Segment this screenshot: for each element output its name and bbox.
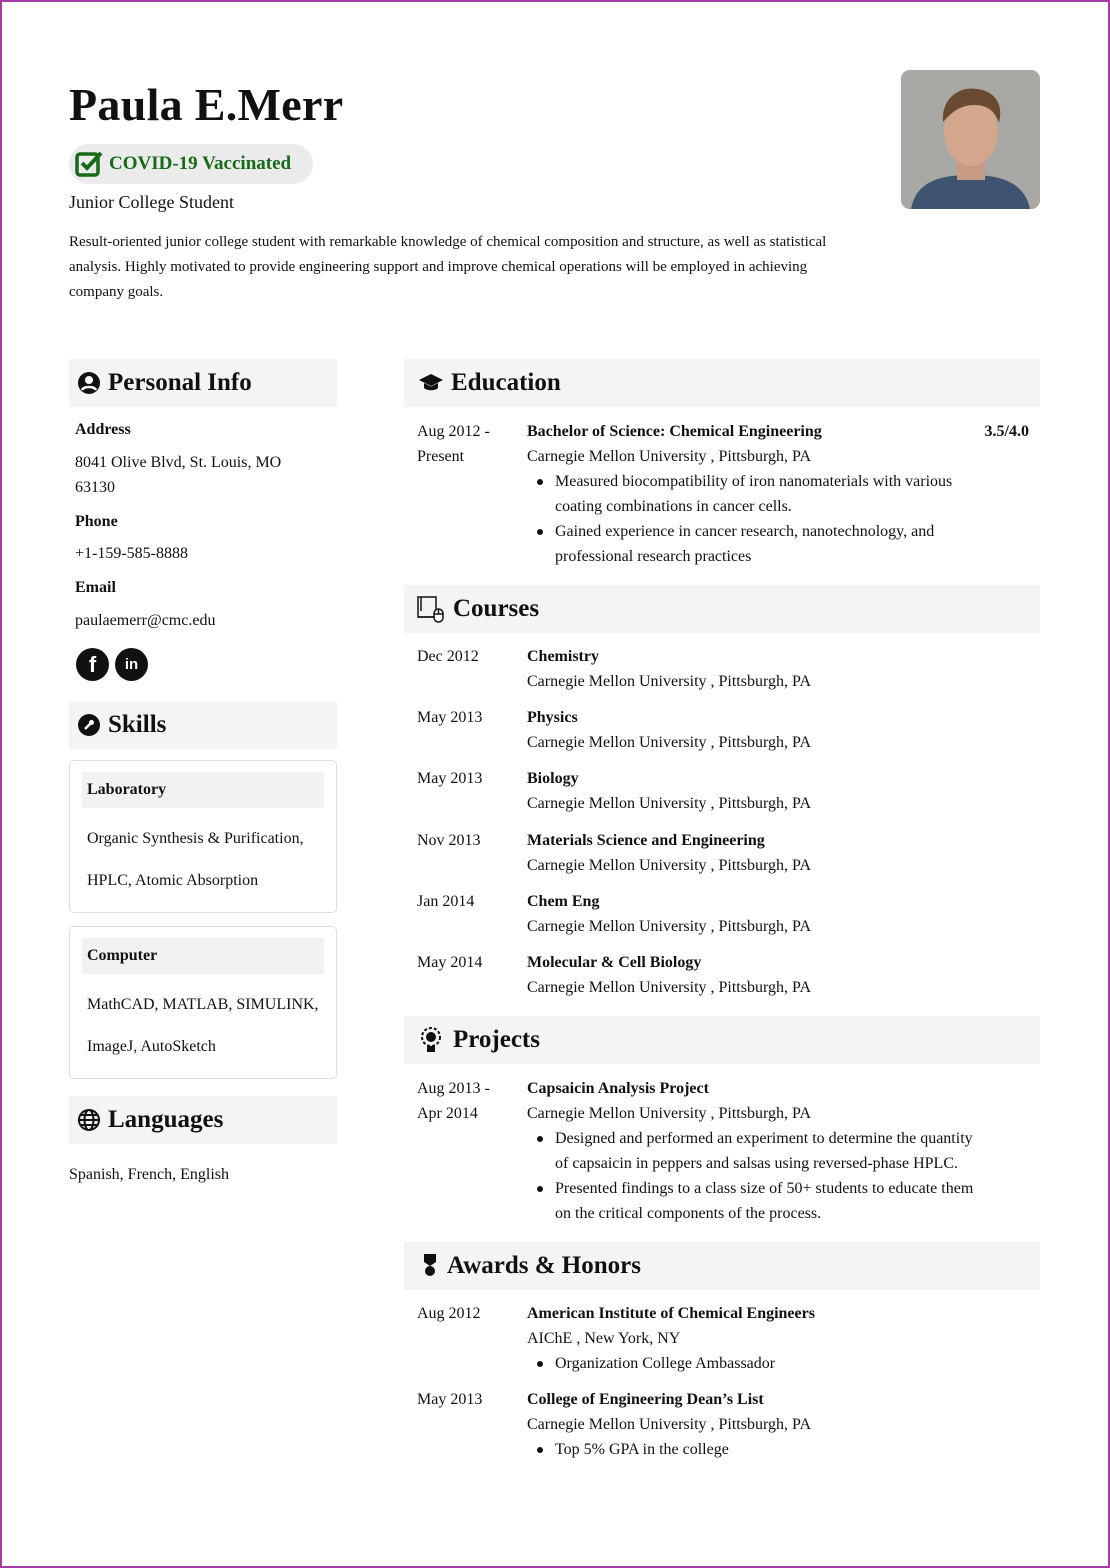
email-value[interactable]: paulaemerr@cmc.edu [75, 612, 216, 629]
education-header [404, 359, 1040, 407]
summary: Result-oriented junior college student with remarkable knowledge of chemical composition and structure, as well as statistical analysis. Highly motivated to provide engineering support and improve chemical operations will be employed in achieving company goals. [69, 234, 827, 300]
wrench-icon [77, 713, 101, 737]
address-value: 8041 Olive Blvd, St. Louis, MO 63130 [75, 454, 282, 496]
bullet-item: Measured biocompatibility of iron nanomaterials with various coating combinations in cancer cells. [535, 469, 985, 519]
section-title: Projects [453, 1026, 540, 1053]
entry-title: Molecular & Cell Biology [527, 954, 702, 971]
facebook-icon[interactable]: f [76, 648, 109, 681]
entry-date: Nov 2013 [417, 831, 481, 849]
entry-title: Bachelor of Science: Chemical Engineering [527, 423, 822, 440]
entry-date: Aug 2013 - Apr 2014 [417, 1080, 490, 1122]
phone-label: Phone [75, 513, 118, 530]
bullet-item: Top 5% GPA in the college [535, 1437, 985, 1462]
projects-header [404, 1016, 1040, 1064]
entry-date: May 2013 [417, 1391, 483, 1408]
entry-date: Aug 2012 [417, 1305, 481, 1322]
skill-group-value: Organic Synthesis & Purification, HPLC, Atomic Absorption [87, 830, 304, 889]
entry-org: Carnegie Mellon University , Pittsburgh, PA [527, 673, 811, 690]
entry-org: Carnegie Mellon University , Pittsburgh, PA [527, 795, 811, 813]
entry-date: Jan 2014 [417, 892, 475, 910]
vaccination-badge [69, 144, 313, 184]
section-title: Awards & Honors [447, 1252, 641, 1279]
entry-title: Physics [527, 709, 578, 727]
entry-title: Chem Eng [527, 892, 600, 910]
entry-title: College of Engineering Dean’s List [527, 1391, 764, 1408]
email-label: Email [75, 579, 116, 596]
personal-info-header [69, 359, 337, 407]
entry-org: AIChE , New York, NY [527, 1330, 681, 1347]
bullet-item: Gained experience in cancer research, nanotechnology, and professional research practices [535, 519, 985, 569]
section-title: Courses [453, 595, 540, 622]
candidate-name: Paula E.Merr [69, 79, 344, 130]
entry-date: Dec 2012 [417, 648, 479, 665]
entry-org: Carnegie Mellon University , Pittsburgh, PA [527, 734, 811, 752]
user-circle-icon [77, 371, 101, 395]
entry-org: Carnegie Mellon University , Pittsburgh, PA [527, 1105, 811, 1122]
linkedin-icon[interactable]: in [115, 648, 148, 681]
awards-header [404, 1242, 1040, 1290]
section-title: Skills [108, 711, 167, 738]
entry-date: May 2013 [417, 770, 483, 788]
bullet-item: Organization College Ambassador [535, 1351, 985, 1376]
entry-title: Biology [527, 770, 579, 788]
entry-org: Carnegie Mellon University , Pittsburgh, PA [527, 1416, 811, 1433]
entry-org: Carnegie Mellon University , Pittsburgh, PA [527, 448, 811, 465]
entry-date: May 2014 [417, 954, 483, 971]
entry-date: Aug 2012 - Present [417, 423, 490, 465]
job-title: Junior College Student [69, 192, 234, 212]
section-title: Languages [108, 1106, 224, 1133]
entry-title: American Institute of Chemical Engineers [527, 1305, 815, 1322]
profile-photo [901, 70, 1040, 209]
address-label: Address [75, 421, 131, 438]
skill-group [69, 926, 337, 1079]
entry-date: May 2013 [417, 709, 483, 727]
languages-value: Spanish, French, English [69, 1166, 229, 1183]
book-mouse-icon [416, 594, 446, 624]
checkbox-check-icon [75, 150, 103, 178]
bullet-item: Designed and performed an experiment to determine the quantity of capsaicin in peppers and salsas using reversed-phase HPLC. [535, 1126, 985, 1176]
entry-org: Carnegie Mellon University , Pittsburgh, PA [527, 856, 811, 874]
graduation-cap-icon [418, 371, 444, 395]
entry-title: Chemistry [527, 648, 599, 665]
entry-org: Carnegie Mellon University , Pittsburgh, PA [527, 917, 811, 935]
gpa: 3.5/4.0 [984, 423, 1029, 440]
badge-label: COVID-19 Vaccinated [109, 153, 292, 174]
section-title: Education [451, 369, 561, 396]
entry-org: Carnegie Mellon University , Pittsburgh, PA [527, 979, 811, 996]
skill-group-value: MathCAD, MATLAB, SIMULINK, ImageJ, AutoSketch [87, 996, 319, 1055]
phone-value: +1-159-585-8888 [75, 545, 189, 562]
languages-header [69, 1096, 337, 1144]
courses-header [404, 585, 1040, 633]
bullet-item: Presented findings to a class size of 50+ students to educate them on the critical components of the process. [535, 1176, 985, 1226]
award-ribbon-icon [420, 1253, 440, 1279]
skill-group-name: Computer [82, 938, 324, 974]
skill-group [69, 760, 337, 913]
globe-icon [77, 1108, 101, 1132]
entry-title: Materials Science and Engineering [527, 831, 765, 849]
entry-title: Capsaicin Analysis Project [527, 1080, 709, 1097]
lightbulb-gear-icon [416, 1025, 446, 1055]
skills-header [69, 701, 337, 749]
section-title: Personal Info [108, 369, 252, 396]
skill-group-name: Laboratory [82, 772, 324, 808]
